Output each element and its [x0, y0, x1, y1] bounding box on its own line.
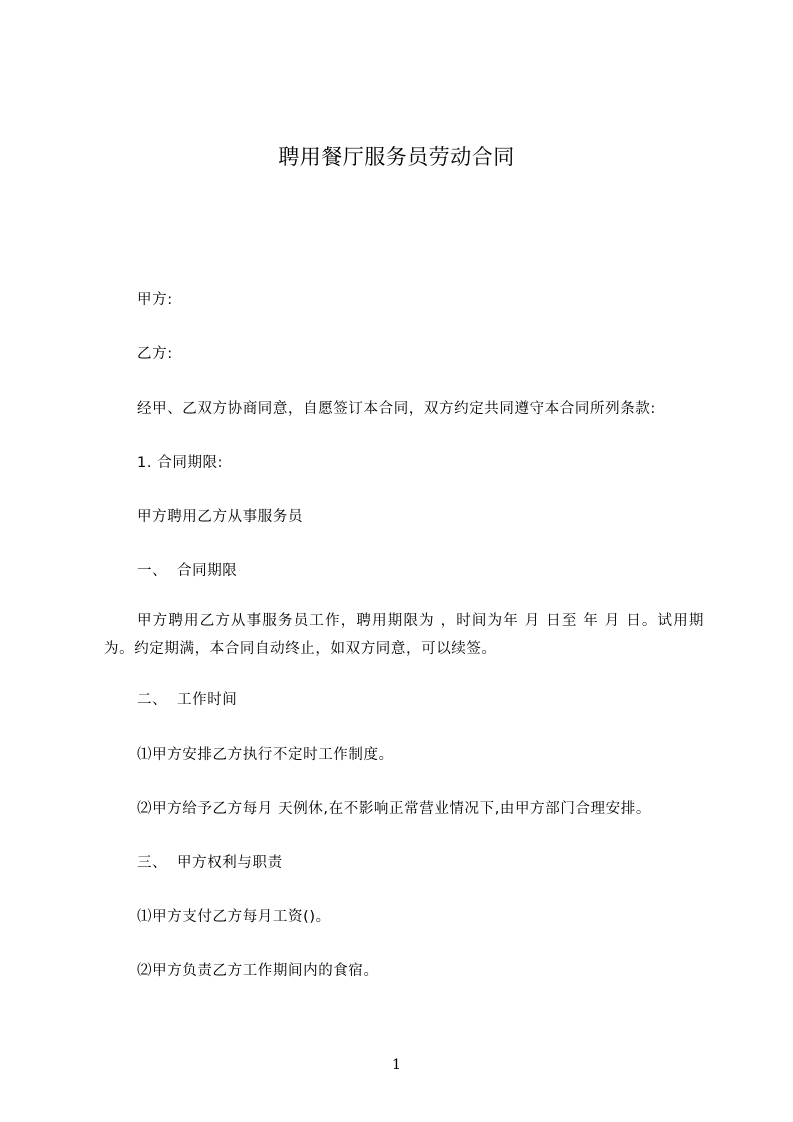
section-2-clause-1: ⑴甲方安排乙方执行不定时工作制度。	[137, 747, 394, 763]
page-number: 1	[392, 1057, 401, 1073]
section-1-title: 合同期限	[177, 563, 238, 579]
section-1-heading	[137, 561, 237, 581]
preamble-text: 经甲、乙双方协商同意，自愿签订本合同，双方约定共同遵守本合同所列条款:	[137, 401, 656, 417]
item-1-heading: 1. 合同期限:	[137, 455, 224, 471]
section-2-clause-2: ⑵甲方给予乙方每月 天例休,在不影响正常营业情况下,由甲方部门合理安排。	[137, 801, 651, 817]
section-1-number: 一、	[137, 563, 168, 579]
section-2-heading	[137, 690, 237, 710]
section-3-heading	[137, 853, 283, 873]
section-2-number: 二、	[137, 692, 168, 708]
section-1-body: 甲方聘用乙方从事服务员工作，聘用期限为 ，时间为年 月 日至 年 月 日。试用期为。约定期满，本合同自动终止，如双方同意，可以续签。	[104, 613, 704, 657]
item-1-text: 甲方聘用乙方从事服务员	[137, 509, 304, 525]
section-2-title: 工作时间	[177, 692, 238, 708]
section-3-title: 甲方权利与职责	[177, 855, 283, 871]
party-b-label: 乙方:	[137, 346, 173, 362]
section-3-clause-1: ⑴甲方支付乙方每月工资()。	[137, 909, 331, 925]
section-3-number: 三、	[137, 855, 168, 871]
party-a-label: 甲方:	[137, 292, 173, 308]
section-3-clause-2: ⑵甲方负责乙方工作期间内的食宿。	[137, 963, 379, 979]
document-title: 聘用餐厅服务员劳动合同	[278, 145, 515, 169]
